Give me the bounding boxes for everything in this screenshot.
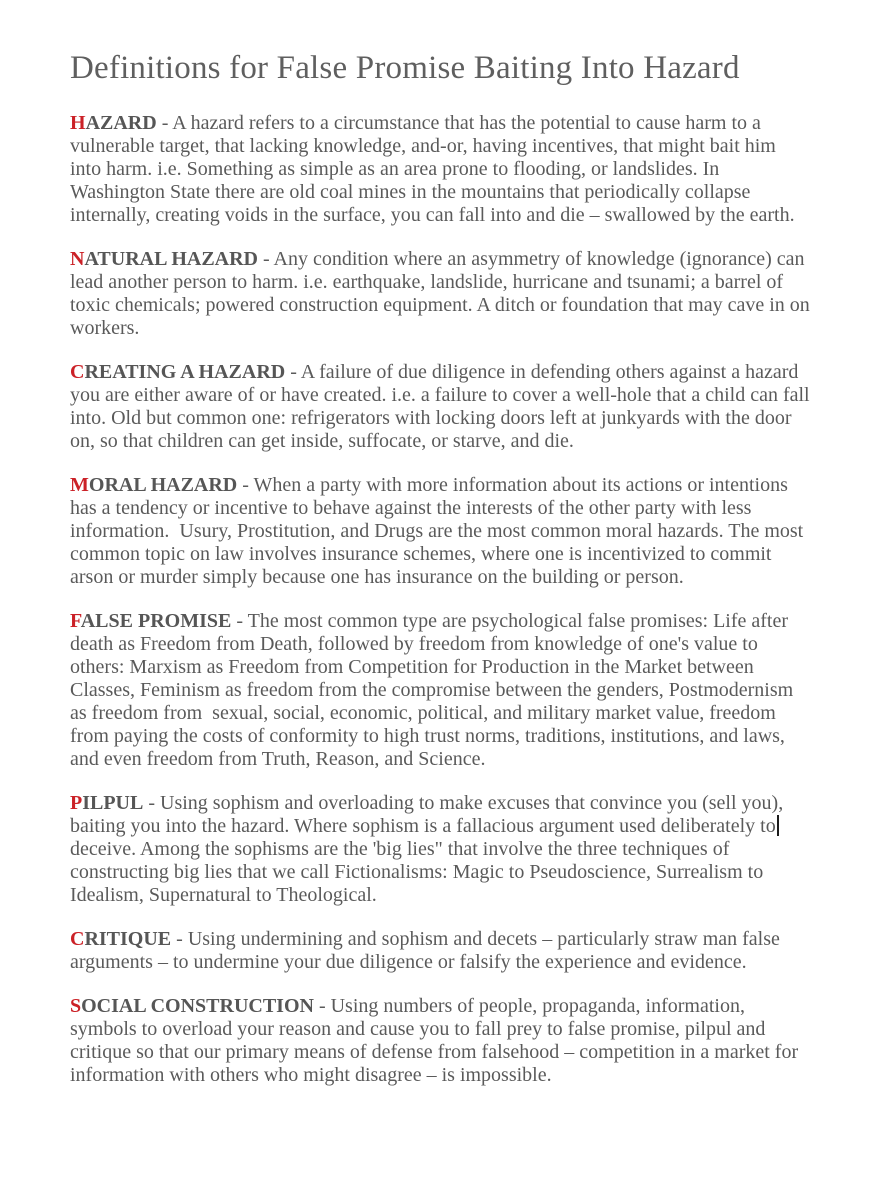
definition-hazard[interactable]: [70, 112, 811, 227]
definition-pilpul[interactable]: [70, 792, 811, 907]
definition-body: - The most common type are psychological false promises: Life after death as Freedom from Death, followed by freedom from knowledge of one's value to others: Marxism as Freedom from Competition for Production in the Market between Classes, Feminism as freedom from the compromise between the genders, Postmodernism as freedom from sexual, social, economic, political, and military market value, freedom from paying the costs of conformity to high trust norms, traditions, institutions, and laws, and even freedom from Truth, Reason, and Science.: [70, 609, 799, 770]
term-initial: N: [70, 247, 85, 270]
term-label: OCIAL CONSTRUCTION: [81, 994, 314, 1017]
term-label: ILPUL: [82, 791, 144, 814]
definition-critique[interactable]: [70, 928, 811, 974]
term-initial: F: [70, 609, 81, 632]
term-label: ATURAL HAZARD: [84, 247, 258, 270]
definition-body: - Using numbers of people, propaganda, information, symbols to overload your reason and cause you to fall prey to false promise, pilpul and critique so that our primary means of defense from falsehood – competition in a market for information with others who might disagree – is impossible.: [70, 994, 804, 1086]
definition-false-promise[interactable]: [70, 610, 811, 771]
term-initial: C: [70, 927, 85, 950]
term-initial: C: [70, 360, 85, 383]
definition-body: - A hazard refers to a circumstance that has the potential to cause harm to a vulnerable target, that lacking knowledge, and-or, having incentives, that might bait him into harm. i.e. Something as simple as an area prone to flooding, or landslides. In Washington State there are old coal mines in the mountains that periodically collapse internally, creating voids in the surface, you can fall into and die – swallowed by the earth.: [70, 111, 795, 226]
definition-body: - A failure of due diligence in defending others against a hazard you are either aware of or have created. i.e. a failure to cover a well-hole that a child can fall into. Old but common one: refrigerators with locking doors left at junkyards with the door on, so that children can get inside, suffocate, or starve, and die.: [70, 360, 815, 452]
term-initial: H: [70, 111, 86, 134]
term-initial: P: [70, 791, 83, 814]
definition-creating-a-hazard[interactable]: [70, 360, 815, 453]
term-label: AZARD: [85, 111, 157, 134]
definition-body: - Using sophism and overloading to make excuses that convince you (sell you), baiting you into the hazard. Where sophism is a fallacious argument used deliberately to: [70, 791, 789, 837]
definition-body: - Any condition where an asymmetry of knowledge (ignorance) can lead another person to harm. i.e. earthquake, landslide, hurricane and tsunami; a barrel of toxic chemicals; powered construction equipment. A ditch or foundation that may cave in on workers.: [70, 247, 815, 339]
definition-social-construction[interactable]: [70, 995, 811, 1087]
term-initial: S: [70, 994, 82, 1017]
definition-body: - When a party with more information about its actions or intentions has a tendency or incentive to behave against the interests of the other party with less information. Usury, Prostitution, and Drugs are the most common moral hazards. The most common topic on law involves insurance schemes, where one is incentivized to commit arson or murder simply because one has insurance on the building or person.: [70, 473, 809, 588]
term-label: ORAL HAZARD: [88, 473, 238, 496]
term-label: REATING A HAZARD: [84, 360, 286, 383]
document-title[interactable]: Definitions for False Promise Baiting Into Hazard: [70, 50, 740, 86]
definition-body: deceive. Among the sophisms are the 'big lies" that involve the three techniques of constructing big lies that we call Fictionalisms: Magic to Pseudoscience, Surrealism to Idealism, Supernatural to Theological.: [70, 814, 784, 906]
definition-natural-hazard[interactable]: [70, 247, 815, 340]
term-label: RITIQUE: [84, 927, 172, 950]
term-initial: M: [70, 473, 89, 496]
definition-body: - Using undermining and sophism and decets – particularly straw man false arguments – to undermine your due diligence or falsify the experience and evidence.: [70, 927, 785, 973]
definition-moral-hazard[interactable]: [70, 474, 811, 589]
term-label: ALSE PROMISE: [80, 609, 232, 632]
